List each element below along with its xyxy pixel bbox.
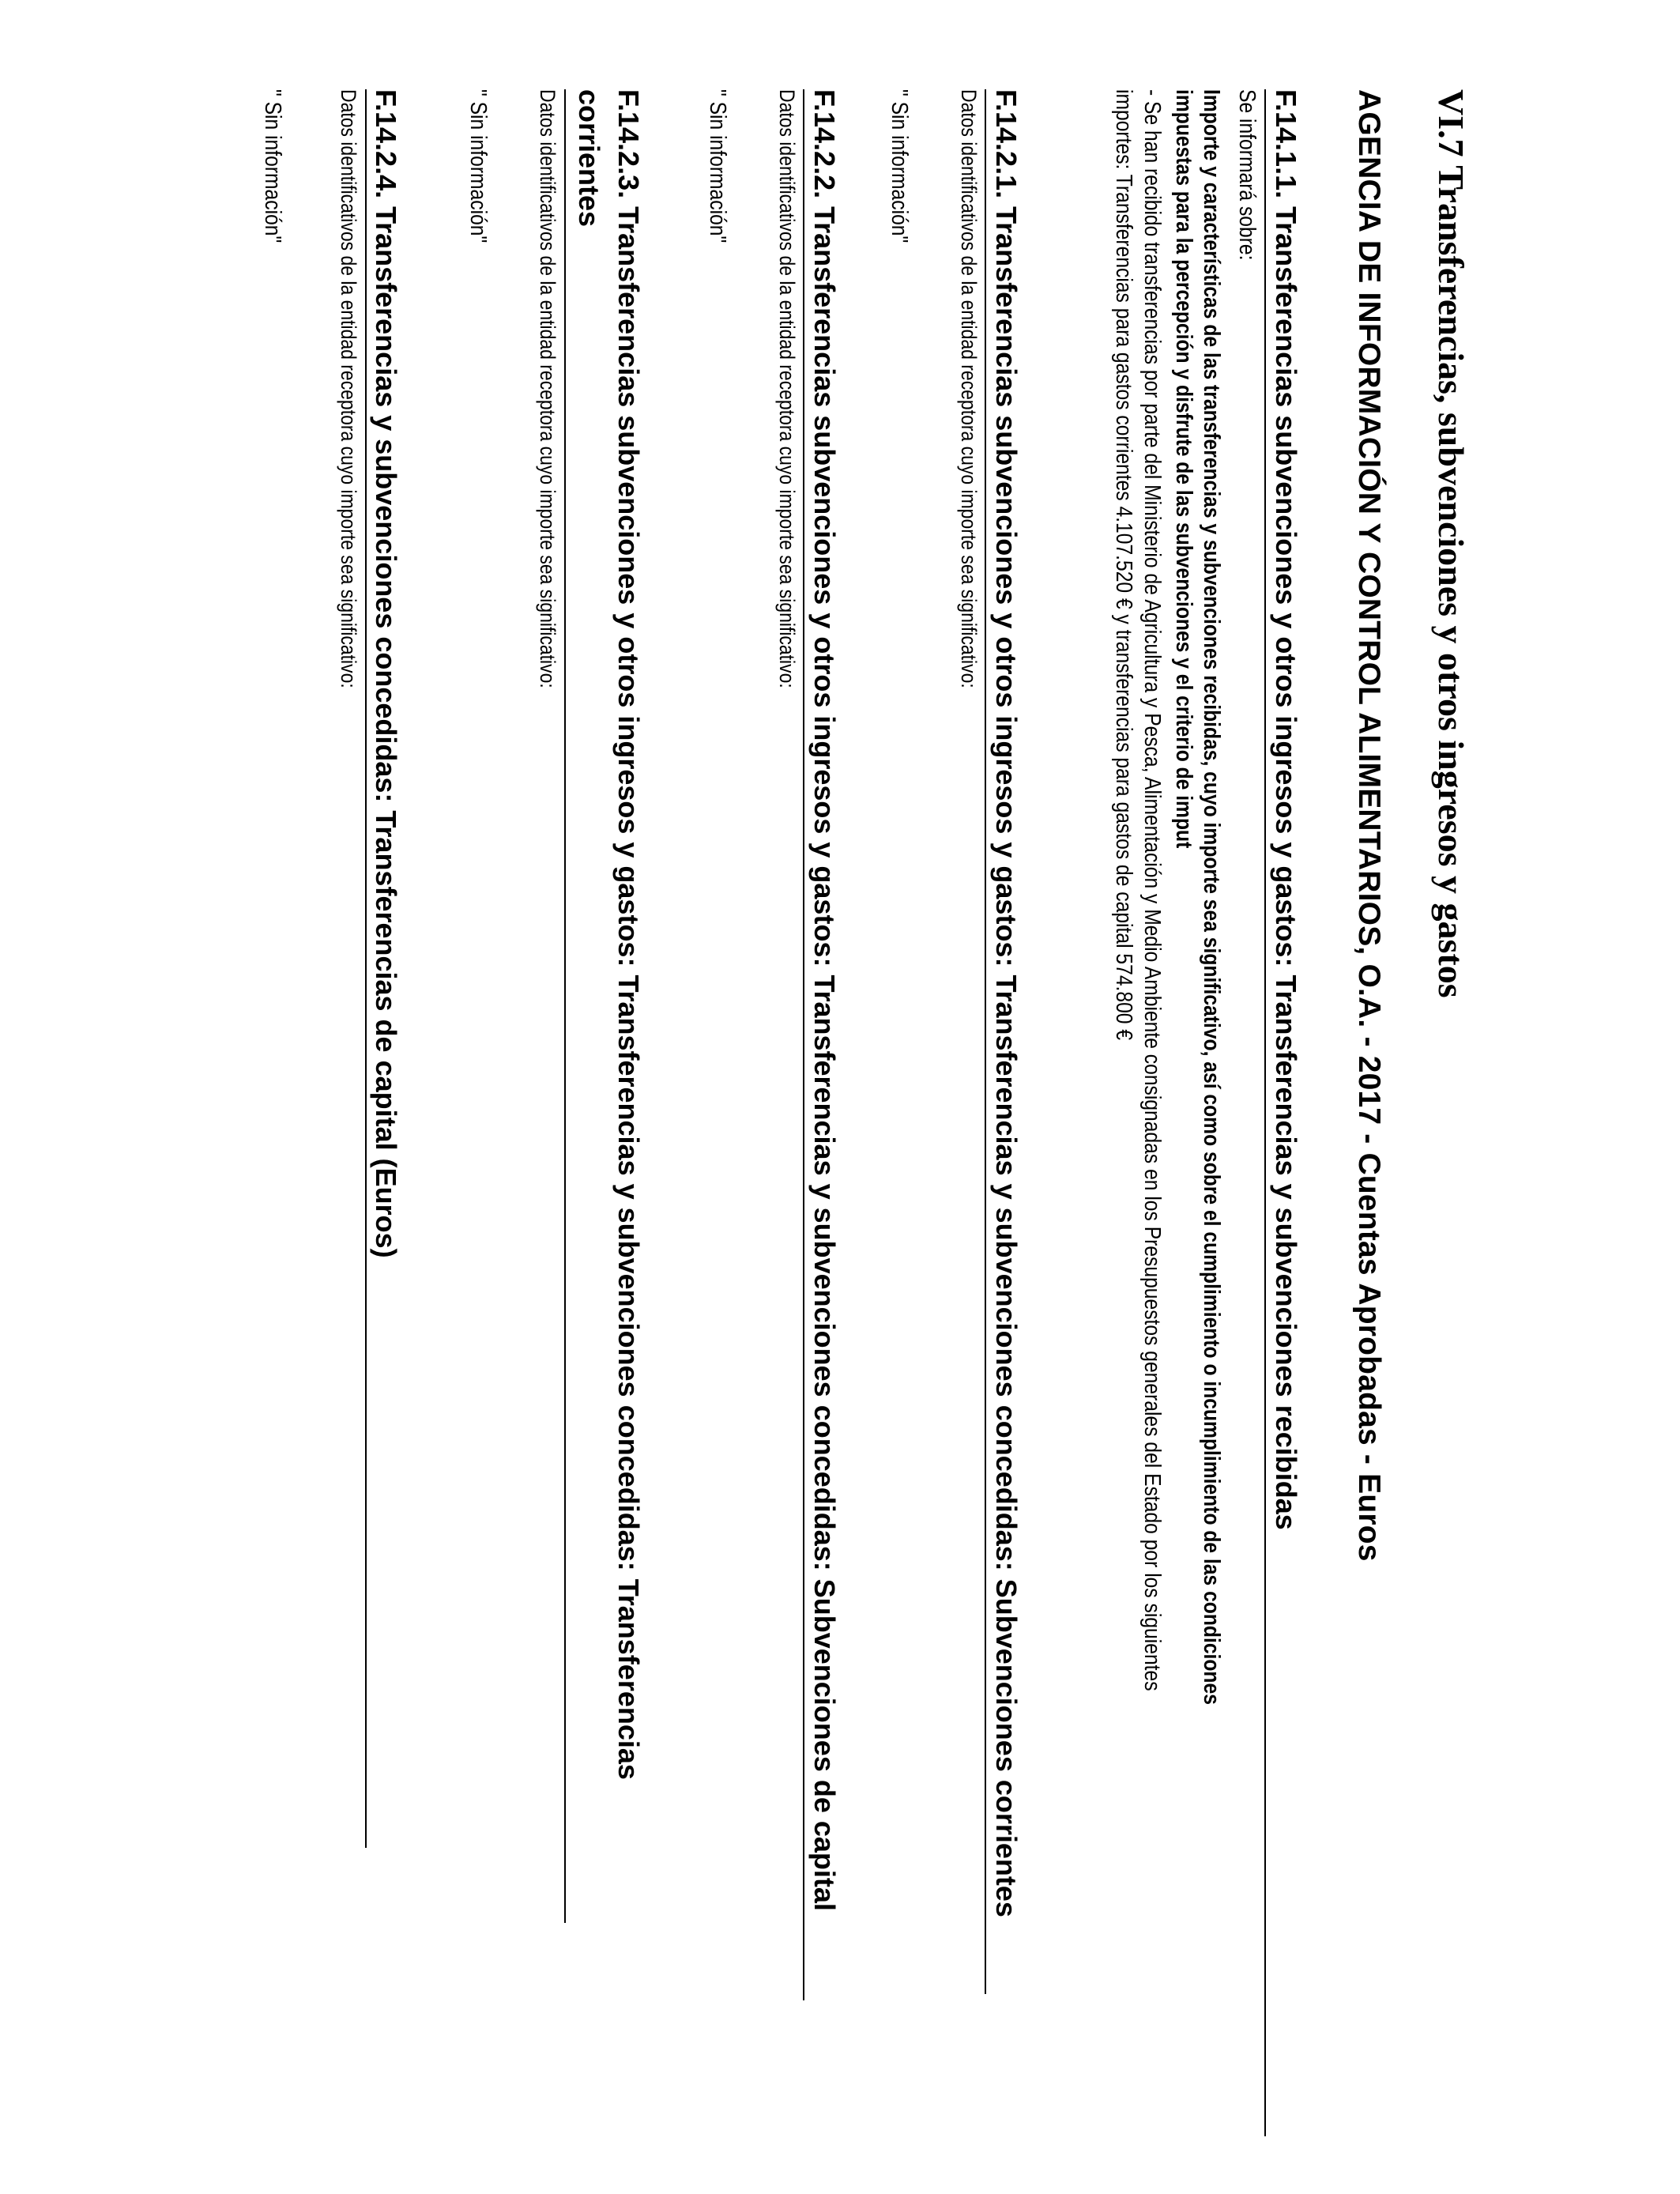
sin-informacion-value: " Sin información"	[260, 89, 285, 243]
receptor-label: Datos identificativos de la entidad receptora cuyo importe sea significativo:	[536, 89, 559, 688]
document-title: VI.7 Transferencias, subvenciones y otros ingresos y gastos	[1431, 89, 1471, 998]
agency-header: AGENCIA DE INFORMACIÓN Y CONTROL ALIMENTARIOS, O.A. - 2017 - Cuentas Aprobadas - Euros	[1352, 89, 1386, 1562]
detail-paragraph-line: - Se han recibido transferencias por parte del Ministerio de Agricultura y Pesca, Alimentación y Medio Ambiente consignadas en los Presupuestos generales del Estado por los siguientes	[1139, 89, 1165, 1691]
section-heading-f14-2-2: F.14.2.2. Transferencias subvenciones y otros ingresos y gastos: Transferencias y subvenciones concedidas: Subvenciones de capital	[808, 89, 841, 1911]
section-heading-f14-1-1: F.14.1.1. Transferencias subvenciones y otros ingresos y gastos: Transferencias y subvenciones recibidas	[1270, 89, 1302, 1530]
section-divider	[1264, 89, 1266, 2136]
detail-paragraph-line: importes: Transferencias para gastos corrientes 4.107.520 € y transferencias para gastos de capital 574.800 €	[1111, 89, 1136, 1041]
receptor-label: Datos identificativos de la entidad receptora cuyo importe sea significativo:	[337, 89, 360, 688]
sin-informacion-value: " Sin información"	[705, 89, 730, 243]
receptor-label: Datos identificativos de la entidad receptora cuyo importe sea significativo:	[775, 89, 799, 688]
intro-text: Se informará sobre:	[1234, 89, 1260, 261]
section-heading-f14-2-4: F.14.2.4. Transferencias y subvenciones concedidas: Transferencias de capital (Euros)	[370, 89, 402, 1258]
section-heading-f14-2-1: F.14.2.1. Transferencias subvenciones y otros ingresos y gastos: Transferencias y subvenciones concedidas: Subvenciones corrientes	[990, 89, 1023, 1917]
receptor-label: Datos identificativos de la entidad receptora cuyo importe sea significativo:	[957, 89, 981, 688]
bold-paragraph-line: Importe y características de las transferencias y subvenciones recibidas, cuyo importe sea significativo, así como sobre el cumplimiento o incumplimiento de las condiciones	[1199, 89, 1224, 1705]
section-heading-f14-2-3: F.14.2.3. Transferencias subvenciones y otros ingresos y gastos: Transferencias y subvenciones concedidas: Transferencias	[612, 89, 645, 1780]
sin-informacion-value: " Sin información"	[887, 89, 912, 243]
section-heading-f14-2-3-cont: corrientes	[573, 89, 605, 228]
bold-paragraph-line: impuestas para la percepción y disfrute de las subvenciones y el criterio de imput	[1171, 89, 1196, 849]
section-divider	[564, 89, 566, 1923]
section-divider	[803, 89, 804, 2000]
sin-informacion-value: " Sin información"	[465, 89, 491, 243]
section-divider	[365, 89, 367, 1848]
section-divider	[985, 89, 986, 1994]
